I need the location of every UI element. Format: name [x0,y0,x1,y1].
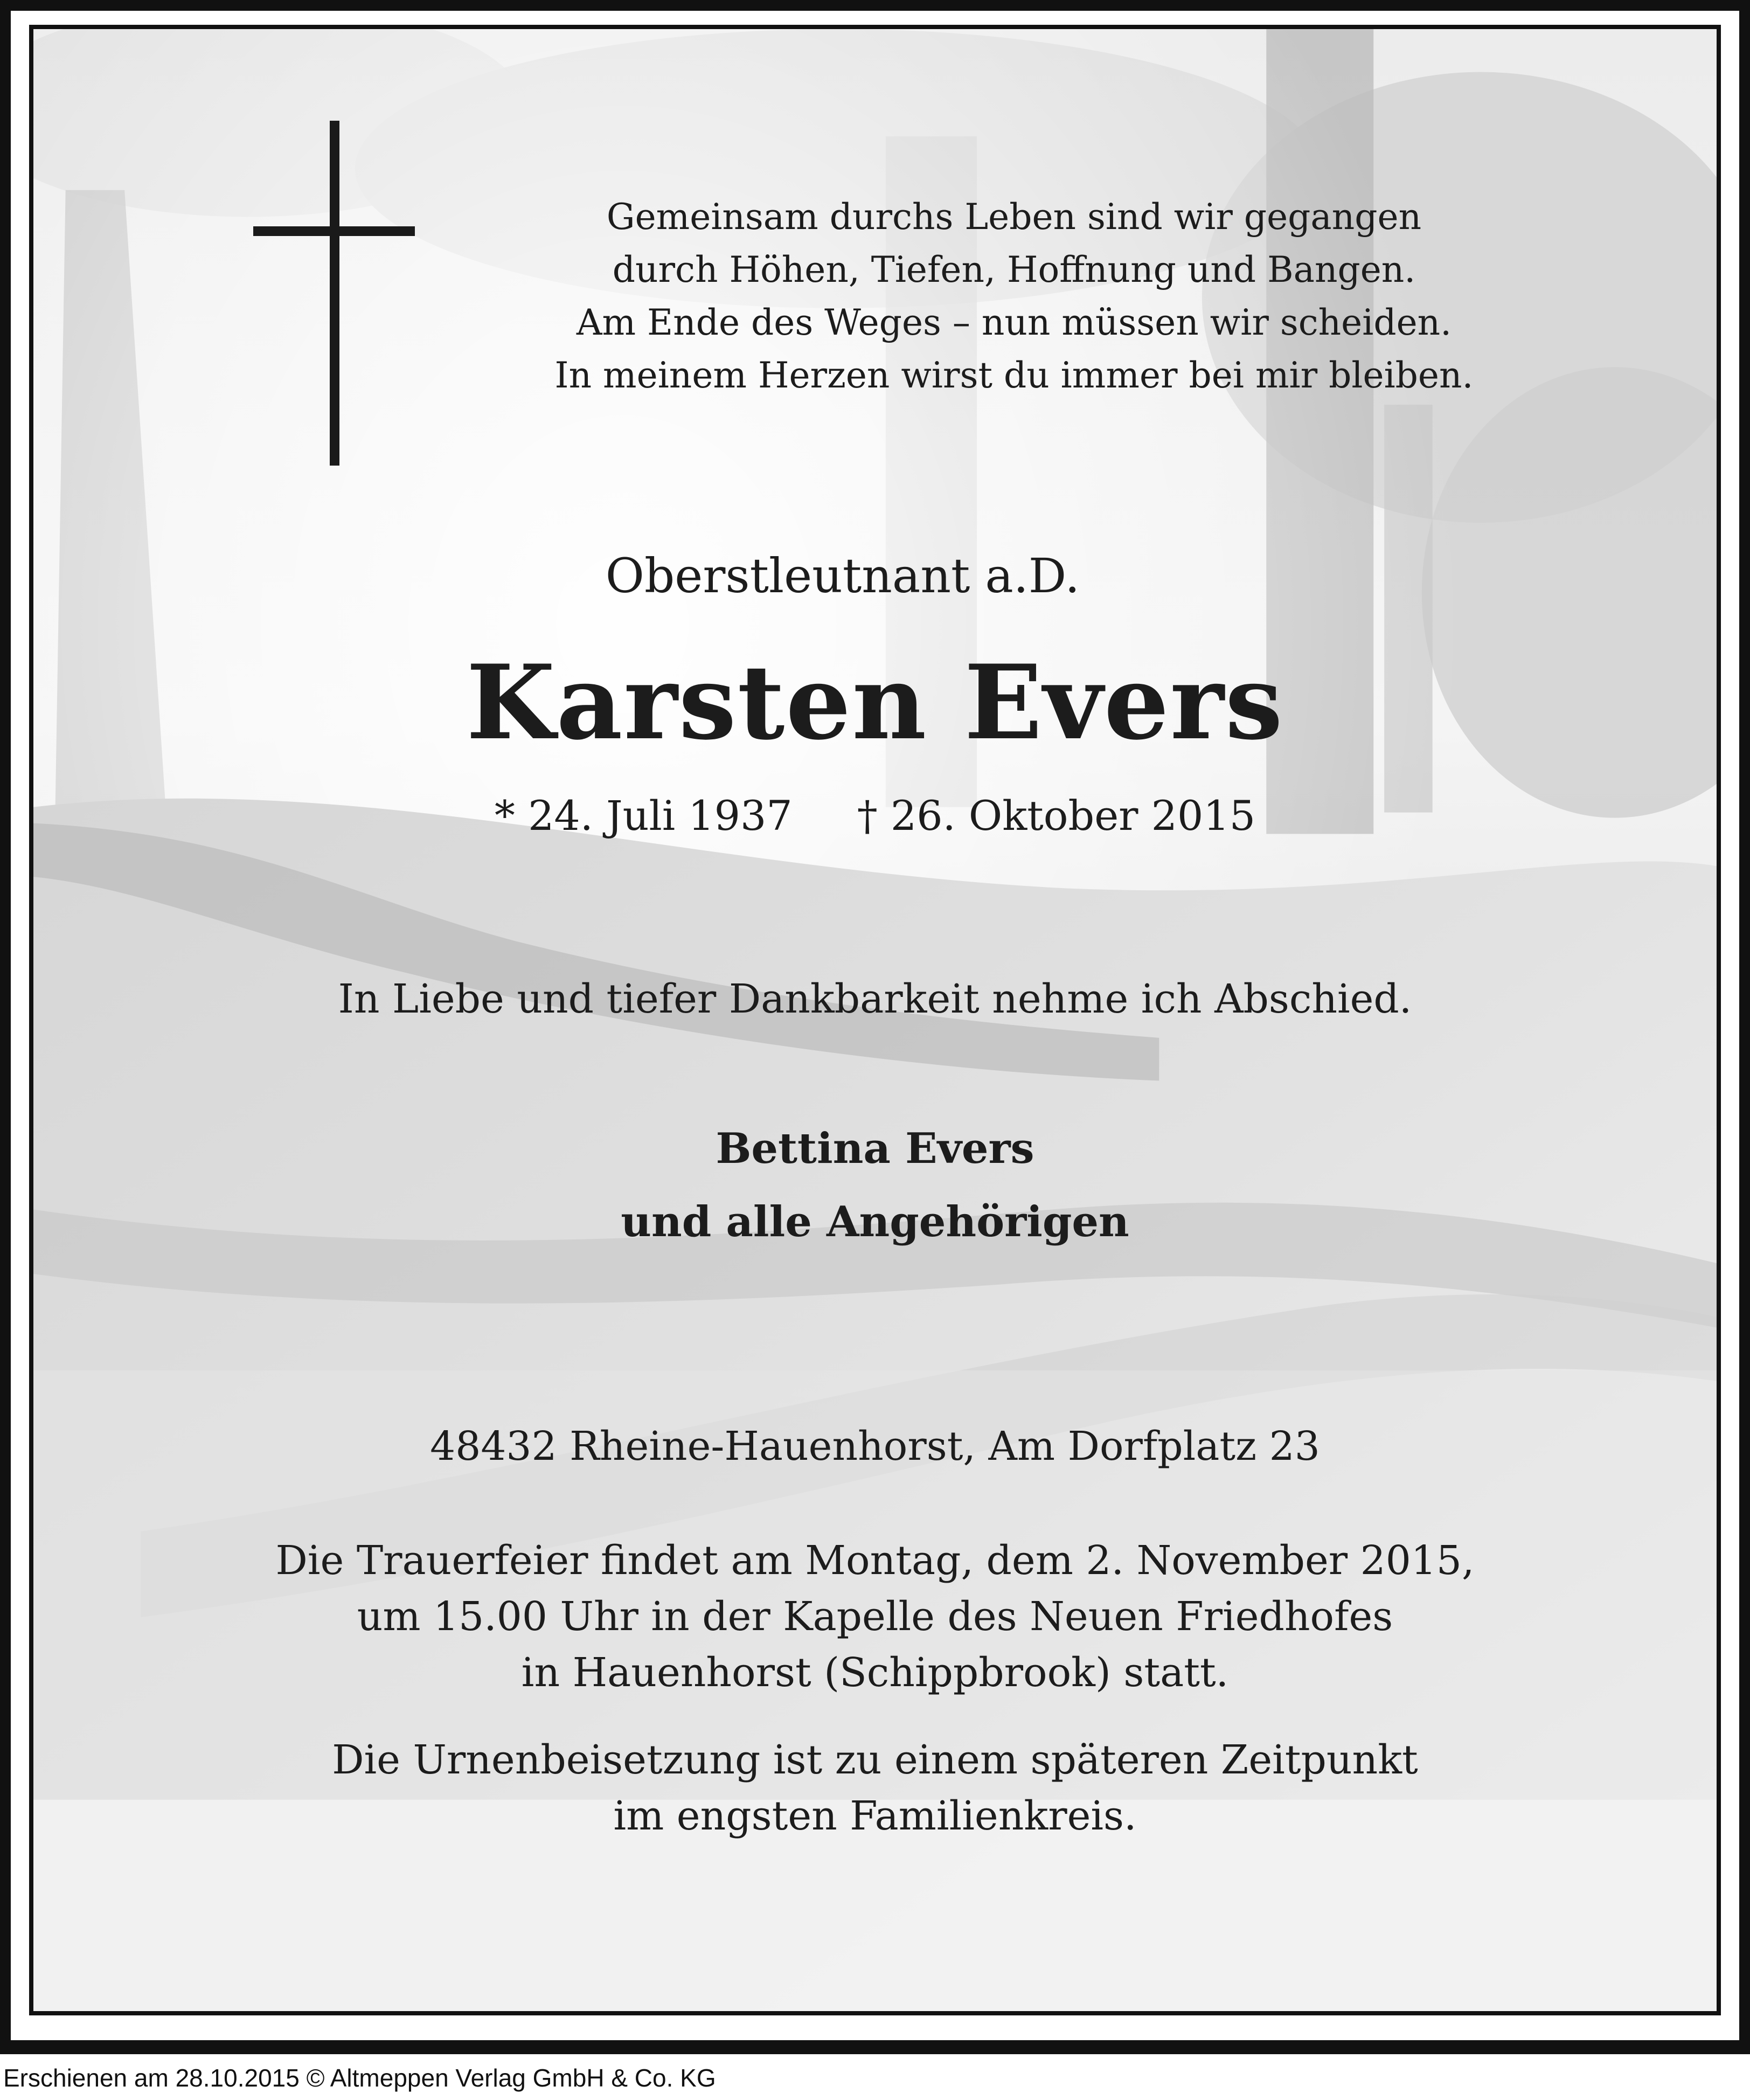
birth-date: * 24. Juli 1937 [494,792,793,840]
service-line: um 15.00 Uhr in der Kapelle des Neuen Friedhofes [357,1593,1393,1640]
mourner-address: 48432 Rheine-Hauenhorst, Am Dorfplatz 23 [430,1423,1320,1470]
military-rank: Oberstleutnant a.D. [605,548,1080,604]
deceased-name: Karsten Evers [466,642,1284,763]
mourners-block [33,1112,1717,1259]
life-dates [33,789,1717,843]
urn-line: im engsten Familienkreis. [613,1793,1137,1839]
service-line: in Hauenhorst (Schippbrook) statt. [521,1649,1229,1696]
poem-line: Gemeinsam durchs Leben sind wir gegangen [606,196,1422,238]
memorial-poem [335,191,1693,402]
mourner-line: Bettina Evers [716,1124,1034,1173]
notice-content [33,29,1717,2011]
publication-credit: Erschienen am 28.10.2015 © Altmeppen Verlag GmbH & Co. KG [3,2064,716,2092]
urn-burial-info [33,1732,1717,1844]
poem-line: Am Ende des Weges – nun müssen wir scheiden. [576,302,1452,343]
poem-line: In meinem Herzen wirst du immer bei mir bleiben. [554,355,1474,396]
poem-line: durch Höhen, Tiefen, Hoffnung und Bangen. [612,249,1416,290]
urn-line: Die Urnenbeisetzung ist zu einem späteren Zeitpunkt [332,1737,1418,1783]
service-line: Die Trauerfeier findet am Montag, dem 2. November 2015, [275,1537,1475,1584]
farewell-line: In Liebe und tiefer Dankbarkeit nehme ich Abschied. [338,976,1412,1022]
funeral-service-info [33,1533,1717,1701]
mourner-line: und alle Angehörigen [621,1197,1129,1246]
death-date: † 26. Oktober 2015 [857,792,1256,840]
obituary-notice [29,25,1721,2015]
